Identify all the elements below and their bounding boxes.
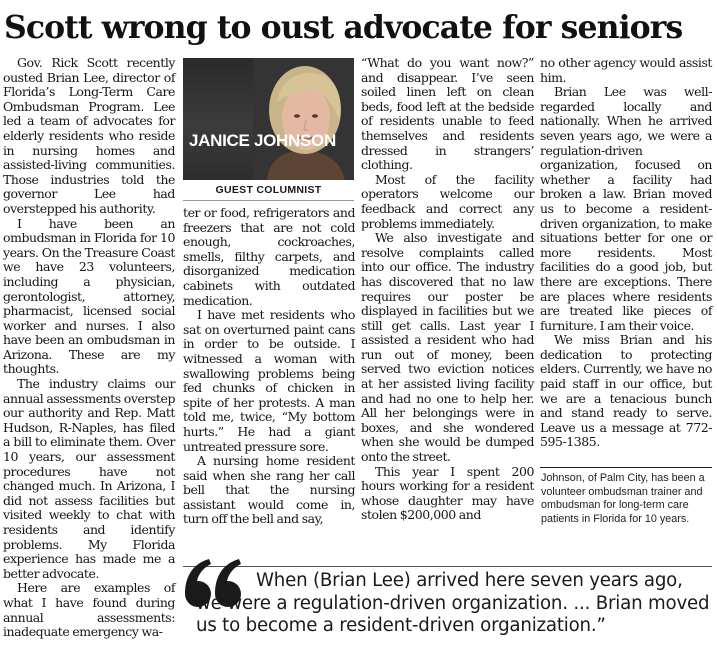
author-photo-panel: [183, 58, 354, 180]
author-bio: Johnson, of Palm City, has been a volunteer ombudsman trainer and ombudsman for long-term care patients in Florida for 10 years.: [541, 472, 705, 525]
article-column-2: [183, 206, 355, 527]
article-column-4: [540, 56, 712, 450]
author-portrait-icon: [253, 58, 354, 180]
guest-columnist-box: [183, 58, 354, 200]
article-paragraph: A nursing home resident said when she rang her call bell that the nursing assistant would come in, turn off the bell and say,: [183, 453, 355, 527]
article-paragraph: I have been an ombudsman in Florida for 10 years. On the Treasure Coast we have 23 volunteers, including a physician, gerontologist, attorney, pharmacist, licensed social worker and nurses. I also have been an ombudsman in Arizona. These are my thoughts.: [3, 215, 175, 377]
article-paragraph: no other agency would assist him.: [540, 55, 712, 85]
article-paragraph: We also investigate and resolve complaints called into our office. The industry has discovered that no law requires our poster be displayed in facilities but we still get calls. Last year I assisted a resident who had run out of money, been served two eviction notices at her assisted living facility and had no one to help her. All her belongings were in boxes, and she wondered when she would be dumped onto the street.: [361, 230, 534, 465]
article-column-3: [361, 56, 534, 523]
article-paragraph: Brian Lee was well-regarded locally and nationally. When he arrived seven years ago, we were a regulation-driven organization, focused on whether a facility had broken a law. Brian moved us to become a resident-driven organization, to make situations better for one or more residents. Most facilities do a good job, but there are exceptions. There are places where residents are treated like pieces of furniture. I am their voice.: [540, 84, 712, 333]
article-paragraph: “What do you want now?” and disappear. I’ve seen soiled linen left on clean beds, food left at the bedside of residents unable to feed themselves and residents dressed in strangers’ clothing.: [361, 55, 534, 173]
guest-columnist-label: GUEST COLUMNIST: [183, 180, 354, 201]
headline: Scott wrong to oust advocate for seniors: [4, 9, 683, 46]
bio-divider: [540, 467, 712, 468]
article-column-1: [3, 56, 175, 640]
article-paragraph: ter or food, refrigerators and freezers that are not cold enough, cockroaches, smells, filthy carpets, and disorganized medication cabinets with outdated medication.: [183, 205, 355, 308]
article-paragraph: We miss Brian and his dedication to protecting elders. Currently, we have no paid staff in our office, but we are a tenacious bunch and stand ready to serve. Leave us a message at 772-595-1385.: [540, 332, 712, 450]
article-paragraph: The industry claims our annual assessments overstep our authority and Rep. Matt Hudson, R-Naples, has filed a bill to eliminate them. Over 10 years, our assessment procedures have not changed much. In Arizona, I did not assess facilities but visited weekly to chat with residents and identify problems. My Florida experience has made me a better advocate.: [3, 376, 175, 581]
article-paragraph: I have met residents who sat on overturned paint cans in order to be outside. I witnessed a woman with swallowing problems being fed chunks of chicken in spite of her protests. A man told me, twice, “My bottom hurts.” He had a giant untreated pressure sore.: [183, 307, 355, 454]
article-paragraph: Gov. Rick Scott recently ousted Brian Lee, director of Florida’s Long-Term Care Ombudsman Program. Lee led a team of advocates for elderly residents who reside in nursing homes and assisted-living communities. Those industries told the governor Lee had overstepped his authority.: [3, 55, 175, 216]
article-paragraph: Most of the facility operators welcome our feedback and correct any problems immediately.: [361, 171, 534, 231]
article-paragraph: This year I spent 200 hours working for a resident whose daughter may have stolen $200,000 and: [361, 463, 534, 523]
pull-quote-divider: [183, 566, 712, 567]
article-paragraph: Here are examples of what I have found during annual assessments: inadequate emergency wa-: [3, 580, 175, 640]
author-name: JANICE JOHNSON: [189, 131, 336, 150]
pull-quote-text: When (Brian Lee) arrived here seven years ago, we were a regulation-driven organization. ... Brian moved us to become a resident-driven organization.”: [196, 570, 710, 637]
